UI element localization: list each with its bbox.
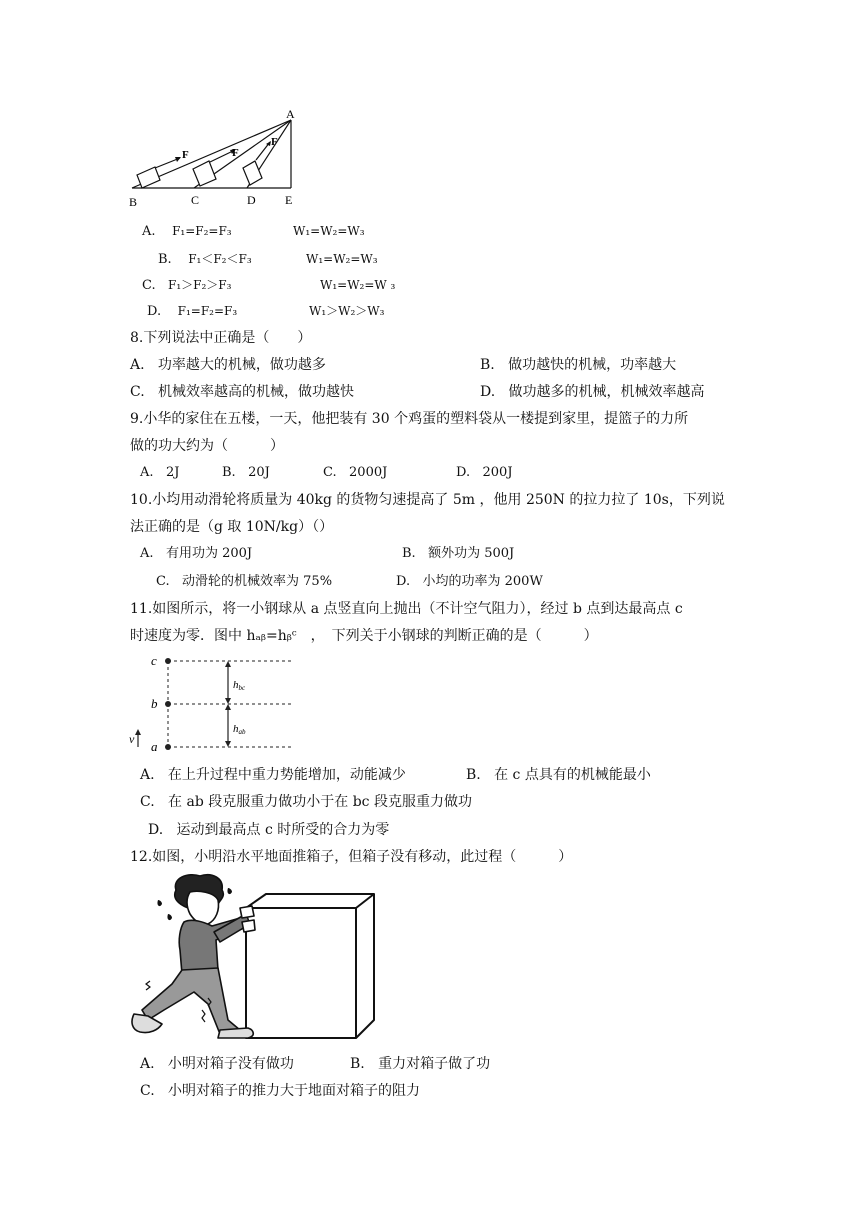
- q11-option-c: C. 在 ab 段克服重力做功小于在 bc 段克服重力做功: [140, 794, 472, 810]
- point-c-label: c: [151, 653, 157, 668]
- q12-option-a: A. 小明对箱子没有做功: [140, 1056, 294, 1072]
- q7-option-a-work: W₁=W₂=W₃: [293, 224, 365, 238]
- q9-stem-line1: 9.小华的家住在五楼，一天，他把装有 30 个鸡蛋的塑料袋从一楼提到家里，提篮子的力所: [130, 411, 689, 427]
- h-bc-label: hbc: [233, 679, 246, 692]
- q9-stem-line2: 做的功大约为（ ）: [130, 438, 284, 454]
- q11-option-b: B. 在 c 点具有的机械能最小: [466, 767, 651, 783]
- q11-stem-line1: 11.如图所示，将一小钢球从 a 点竖直向上抛出（不计空气阻力），经过 b 点到达最高点 c: [130, 601, 683, 617]
- q10-option-a: A. 有用功为 200J: [140, 546, 253, 561]
- pushing-box-illustration: [128, 870, 378, 1046]
- q10-option-d: D. 小均的功率为 200W: [396, 574, 543, 589]
- q7-option-b-work: W₁=W₂=W₃: [306, 252, 378, 266]
- q7-option-c: C. F₁＞F₂＞F₃: [142, 278, 232, 293]
- q10-option-c: C. 动滑轮的机械效率为 75%: [156, 574, 333, 589]
- label-F1: F: [182, 149, 189, 161]
- q10-option-b: B. 额外功为 500J: [402, 546, 515, 561]
- h-ab-label: hab: [233, 723, 246, 736]
- q11-stem-line2: 时速度为零．图中 hₐᵦ=hᵦᶜ ， 下列关于小钢球的判断正确的是（ ）: [130, 628, 598, 644]
- q9-option-b: B. 20J: [222, 465, 270, 480]
- label-A: A: [286, 107, 295, 121]
- q9-option-c: C. 2000J: [323, 465, 388, 480]
- inclined-planes-figure: [125, 108, 310, 213]
- q12-option-b: B. 重力对箱子做了功: [350, 1056, 491, 1072]
- q7-option-b: B. F₁＜F₂＜F₃: [158, 252, 252, 267]
- q8-option-c: C. 机械效率越高的机械，做功越快: [130, 384, 355, 400]
- q8-stem: 8.下列说法中正确是（ ）: [130, 330, 312, 346]
- label-E: E: [285, 193, 293, 207]
- q8-option-a: A. 功率越大的机械，做功越多: [130, 357, 326, 373]
- q9-option-d: D. 200J: [456, 465, 513, 480]
- q12-stem: 12.如图，小明沿水平地面推箱子，但箱子没有移动，此过程（ ）: [130, 849, 573, 865]
- ball-height-figure: [130, 652, 320, 754]
- label-C: C: [191, 193, 200, 207]
- label-F3: F: [271, 136, 278, 148]
- q10-stem-line1: 10.小均用动滑轮将质量为 40kg 的货物匀速提高了 5m ，他用 250N 的拉力拉了 10s，下列说: [130, 492, 725, 508]
- q9-option-a: A. 2J: [140, 465, 180, 480]
- q7-option-d: D. F₁=F₂=F₃: [147, 304, 238, 319]
- q10-stem-line2: 法正确的是（g 取 10N/kg）（）: [130, 519, 334, 535]
- q11-option-d: D. 运动到最高点 c 时所受的合力为零: [148, 822, 390, 838]
- label-B: B: [129, 195, 138, 209]
- q8-option-b: B. 做功越快的机械，功率越大: [480, 357, 677, 373]
- point-b-label: b: [151, 696, 158, 711]
- q8-option-d: D. 做功越多的机械，机械效率越高: [480, 384, 705, 400]
- q7-option-c-work: W₁=W₂=W ₃: [320, 278, 396, 292]
- q7-option-d-work: W₁＞W₂＞W₃: [309, 304, 385, 318]
- velocity-label: v: [129, 732, 135, 746]
- q11-option-a: A. 在上升过程中重力势能增加，动能减少: [140, 767, 406, 783]
- label-F2: F: [232, 147, 239, 159]
- point-a-label: a: [151, 739, 158, 754]
- q12-option-c: C. 小明对箱子的推力大于地面对箱子的阻力: [140, 1083, 421, 1099]
- q7-option-a: A. F₁=F₂=F₃: [142, 224, 232, 239]
- label-D: D: [247, 193, 256, 207]
